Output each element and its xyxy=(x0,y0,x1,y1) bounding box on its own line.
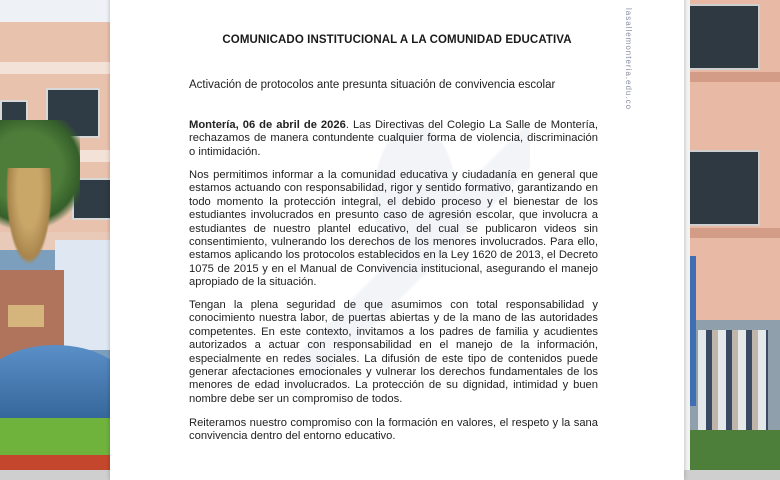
building-ledge xyxy=(684,72,780,82)
document-subject: Activación de protocolos ante presunta situación de convivencia escolar xyxy=(189,79,556,91)
paragraph-2: Nos permitimos informar a la comunidad educativa y ciudadanía en general que estamos actuando con responsabilidad, rigor y sentido formativo, garantizando en todo momento la protección integral, el debido proceso y el bienestar de los estudiantes involucrados en presunto caso de agresión escolar, que involucra a estudiantes de nuestro plantel educativo, del cual se publicaron videos sin consentimiento, vulnerando los derechos de los menores involucrados. Para ello, estamos aplicando los protocolos establecidos en la Ley 1620 de 2013, el Decreto 1075 de 2015 y en el Manual de Convivencia institucional, asegurando el manejo apropiado de la situación. xyxy=(189,169,598,289)
paragraph-1 xyxy=(189,119,598,159)
background-photo-left xyxy=(0,0,110,470)
flower-bed xyxy=(0,455,110,470)
building-ledge xyxy=(684,228,780,238)
pedestal-plaque xyxy=(8,305,44,327)
paragraph-4: Reiteramos nuestro compromiso con la formación en valores, el respeto y la sana convivencia dentro del entorno educativo. xyxy=(189,417,598,443)
side-url-text: lasallemonteria.edu.co xyxy=(624,8,633,111)
paragraph-3: Tengan la plena seguridad de que asumimos con total responsabilidad y conocimiento nuestra labor, de puertas abiertas y de la mano de las autoridades competentes. En este contexto, invitamos a los padres de familia y acudientes autorizados a actuar con responsabilidad en el manejo de la información, especialmente en redes sociales. La difusión de este tipo de contenidos puede generar afectaciones emocionales y vulnerar los derechos fundamentales de los menores de edad involucrados. La protección de su dignidad, intimidad y buen nombre debe ser un compromiso de todos. xyxy=(189,299,598,405)
white-post xyxy=(684,0,690,470)
background-photo-right xyxy=(684,0,780,470)
document-title: COMUNICADO INSTITUCIONAL A LA COMUNIDAD EDUCATIVA xyxy=(222,34,572,46)
students-group xyxy=(698,330,768,430)
hedge xyxy=(0,418,110,458)
date-lead: Montería, 06 de abril de 2026 xyxy=(189,119,346,131)
facade-stripe xyxy=(0,62,110,74)
paragraph-1-text: . Las Directivas del Colegio La Salle de Montería, rechazamos de manera contundente cualquier forma de violencia, discriminación o intimidación. xyxy=(189,119,599,158)
building-window xyxy=(686,4,760,70)
building-window xyxy=(686,150,760,226)
statue xyxy=(2,168,56,278)
